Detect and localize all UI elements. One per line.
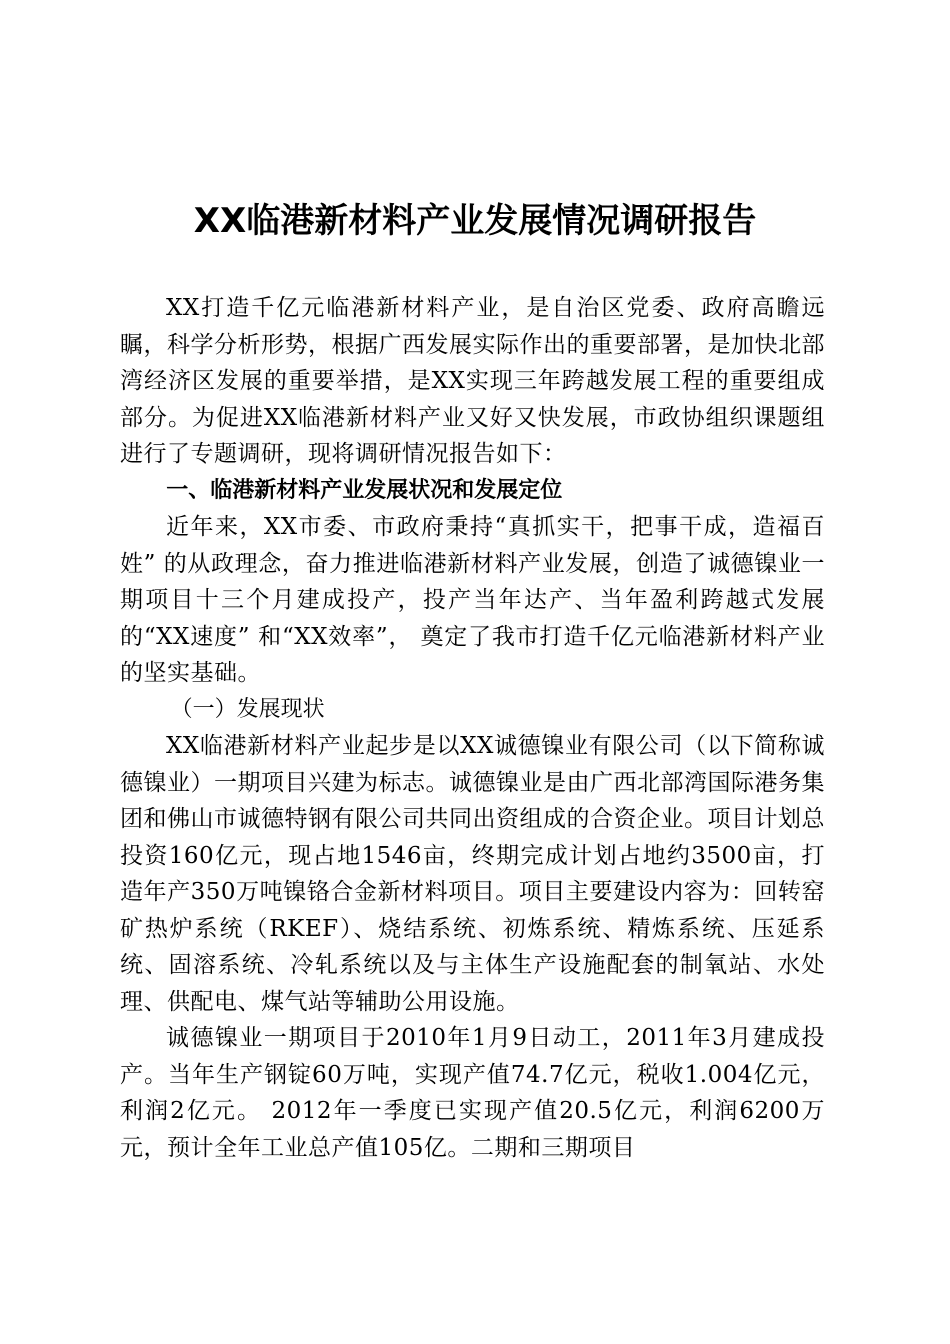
section-heading: 一、临港新材料产业发展状况和发展定位 (166, 477, 563, 503)
subsection-heading: （一）发展现状 (170, 696, 325, 722)
subsection-paragraph-1: XX临港新材料产业起步是以XX诚德镍业有限公司（以下简称诚德镍业）一期项目兴建为标志。诚德镍业是由广西北部湾国际港务集团和佛山市诚德特钢有限公司共同出资组成的合资企业。项目计划总投资160亿元，现占地1546亩，终期完成计划占地约3500亩，打造年产350万吨镍铬合金新材料项目。项目主要建设内容为：回转窑矿热炉系统（RKEF）、烧结系统、初炼系统、精炼系统、压延系统、固溶系统、冷轧系统以及与主体生产设施配套的制氧站、水处理、供配电、煤气站等辅助公用设施。 (120, 733, 825, 1015)
section-paragraph: 近年来，XX市委、市政府秉持“真抓实干，把事干成，造福百姓” 的从政理念，奋力推进临港新材料产业发展，创造了诚德镍业一期项目十三个月建成投产，投产当年达产、当年盈利跨越式发展的“XX速度” 和“XX效率”， 奠定了我市打造千亿元临港新材料产业的坚实基础。 (120, 514, 825, 686)
subsection-paragraph-2: 诚德镍业一期项目于2010年1月9日动工，2011年3月建成投产。当年生产钢锭60万吨，实现产值74.7亿元，税收1.004亿元，利润2亿元。 2012年一季度已实现产值20.5亿元，利润6200万元，预计全年工业总产值105亿。二期和三期项目 (120, 1025, 825, 1161)
document-body (120, 290, 825, 1166)
intro-paragraph: XX打造千亿元临港新材料产业，是自治区党委、政府高瞻远瞩，科学分析形势，根据广西发展实际作出的重要部署，是加快北部湾经济区发展的重要举措，是XX实现三年跨越发展工程的重要组成部分。为促进XX临港新材料产业又好又快发展，市政协组织课题组进行了专题调研，现将调研情况报告如下： (120, 295, 825, 467)
document-title: XX临港新材料产业发展情况调研报告 (193, 201, 757, 241)
